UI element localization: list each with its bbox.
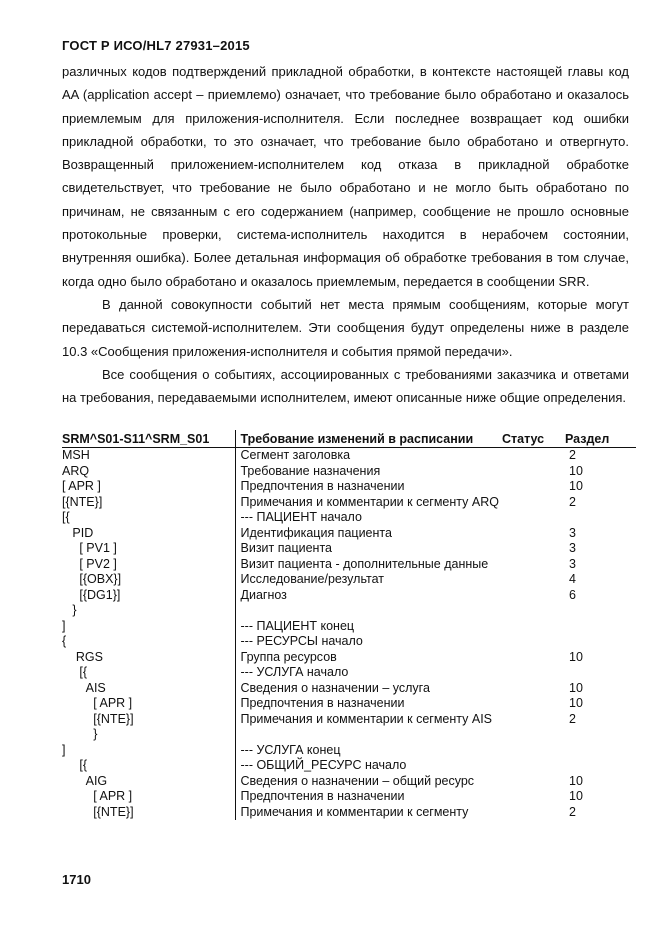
section-cell: 3 (569, 541, 576, 555)
section-cell: 10 (569, 680, 583, 695)
table-row (62, 588, 636, 604)
description-cell: Исследование/результат (235, 572, 502, 588)
description-cell: --- ПАЦИЕНТ конец (235, 619, 502, 635)
description-cell: Группа ресурсов (235, 650, 502, 666)
section-cell (565, 619, 636, 635)
segment-cell: [{NTE}] (62, 711, 134, 726)
status-cell (502, 495, 565, 511)
column-header-description: Требование изменений в расписании (235, 430, 502, 448)
table-row (62, 479, 636, 495)
description-cell: Требование назначения (235, 464, 502, 480)
description-cell: Предпочтения в назначении (235, 696, 502, 712)
section-cell: 10 (569, 789, 583, 803)
section-cell: 3 (569, 556, 576, 571)
table-header-row (62, 430, 636, 448)
description-cell: Предпочтения в назначении (235, 789, 502, 805)
description-cell: Сведения о назначении – услуга (235, 681, 502, 697)
section-cell: 10 (569, 696, 583, 710)
description-cell: --- ПАЦИЕНТ начало (235, 510, 502, 526)
segment-cell: RGS (62, 649, 103, 664)
description-cell: Примечания и комментарии к сегменту (235, 805, 502, 821)
status-cell (502, 541, 565, 557)
message-structure-table (62, 430, 636, 820)
table-row (62, 727, 636, 743)
description-cell: --- РЕСУРСЫ начало (235, 634, 502, 650)
section-cell: 3 (569, 525, 576, 540)
section-cell: 2 (569, 494, 576, 509)
table-row (62, 805, 636, 821)
table-row (62, 557, 636, 573)
status-cell (502, 634, 565, 650)
table-row (62, 619, 636, 635)
status-cell (502, 727, 565, 743)
segment-cell: [{ (62, 665, 88, 679)
section-cell: 4 (569, 572, 576, 586)
table-row (62, 789, 636, 805)
body-text (62, 60, 629, 409)
status-cell (502, 526, 565, 542)
section-cell: 10 (569, 463, 583, 478)
description-cell (235, 727, 502, 743)
description-cell: Сегмент заголовка (235, 448, 502, 464)
segment-cell: [ APR ] (62, 789, 133, 803)
status-cell (502, 464, 565, 480)
column-header-status: Статус (502, 430, 565, 448)
description-cell: Идентификация пациента (235, 526, 502, 542)
segment-cell: [ APR ] (62, 479, 101, 493)
segment-cell: ARQ (62, 463, 90, 478)
description-cell: Предпочтения в назначении (235, 479, 502, 495)
table-row (62, 464, 636, 480)
status-cell (502, 712, 565, 728)
description-cell: Примечания и комментарии к сегменту ARQ (235, 495, 502, 511)
section-cell: 10 (569, 649, 583, 664)
segment-cell: [ PV2 ] (62, 556, 117, 571)
status-cell (502, 696, 565, 712)
segment-cell: AIS (62, 680, 106, 695)
status-cell (502, 557, 565, 573)
table-row (62, 712, 636, 728)
status-cell (502, 789, 565, 805)
document-header: ГОСТ Р ИСО/HL7 27931–2015 (62, 38, 250, 53)
status-cell (502, 774, 565, 790)
section-cell (565, 758, 636, 774)
table-row (62, 495, 636, 511)
table-row (62, 448, 636, 464)
status-cell (502, 603, 565, 619)
column-header-section: Раздел (565, 430, 636, 448)
section-cell: 2 (569, 711, 576, 726)
description-cell: Примечания и комментарии к сегменту AIS (235, 712, 502, 728)
table-row (62, 650, 636, 666)
section-cell (565, 727, 636, 743)
segment-cell: PID (62, 525, 94, 540)
segment-cell: AIG (62, 773, 108, 788)
status-cell (502, 681, 565, 697)
segment-cell: [{OBX}] (62, 572, 122, 586)
description-cell: --- УСЛУГА начало (235, 665, 502, 681)
section-cell: 2 (569, 804, 576, 819)
section-cell: 10 (569, 479, 583, 493)
segment-cell: [{NTE}] (62, 804, 134, 819)
section-cell (565, 510, 636, 526)
status-cell (502, 448, 565, 464)
segment-cell: [{DG1}] (62, 587, 121, 602)
segment-cell: ] (62, 742, 66, 757)
status-cell (502, 650, 565, 666)
segment-cell: [ PV1 ] (62, 541, 117, 555)
table-row (62, 743, 636, 759)
status-cell (502, 743, 565, 759)
table-row (62, 526, 636, 542)
table-row (62, 696, 636, 712)
section-cell: 10 (569, 773, 583, 788)
description-cell: --- УСЛУГА конец (235, 743, 502, 759)
column-header-segment: SRM^S01-S11^SRM_S01 (62, 430, 235, 448)
table-row (62, 572, 636, 588)
page-number: 1710 (62, 872, 91, 887)
segment-cell: [{NTE}] (62, 494, 103, 509)
description-cell: Сведения о назначении – общий ресурс (235, 774, 502, 790)
paragraph: В данной совокупности событий нет места прямым сообщениям, которые могут передаваться системой-исполнителем. Эти сообщения будут определены ниже в разделе 10.3 «Сообщения приложения-исполнителя и события прямой передачи». (62, 296, 629, 359)
section-cell (565, 634, 636, 650)
status-cell (502, 479, 565, 495)
status-cell (502, 758, 565, 774)
segment-cell: } (62, 727, 98, 741)
segment-cell: [{ (62, 510, 70, 524)
section-cell: 6 (569, 587, 576, 602)
segment-cell: } (62, 603, 77, 617)
table-row (62, 634, 636, 650)
description-cell: --- ОБЩИЙ_РЕСУРС начало (235, 758, 502, 774)
section-cell: 2 (569, 448, 576, 462)
description-cell: Визит пациента - дополнительные данные (235, 557, 502, 573)
table-row (62, 510, 636, 526)
segment-cell: { (62, 634, 67, 648)
segment-cell: [ APR ] (62, 696, 133, 710)
table-row (62, 603, 636, 619)
description-cell (235, 603, 502, 619)
section-cell (565, 603, 636, 619)
status-cell (502, 572, 565, 588)
status-cell (502, 805, 565, 821)
status-cell (502, 665, 565, 681)
paragraph: Все сообщения о событиях, ассоциированных с требованиями заказчика и ответами на требования, передаваемыми исполнителем, имеют описанные ниже общие определения. (62, 366, 629, 406)
paragraph: различных кодов подтверждений прикладной обработки, в контексте настоящей главы код AA (application accept – приемлемо) означает, что требование было обработано и оказалось приемлемым для приложения-исполнителя. Если последнее возвращает код ошибки прикладной обработки, то это означает, что требование было обработано и отвергнуто. Возвращенный приложением-исполнителем код отказа в прикладной обработке свидетельствует, что требование не было обработано и не могло быть обработано по причинам, не связанным с его содержанием (например, сообщение не прошло основные протокольные проверки, система-исполнитель находится в нерабочем состоянии, внутренняя ошибка). Более детальная информация об обработке требования в том случае, когда одно было обработано и оказалось приемлемым, передается в сообщении SRR. (62, 64, 629, 289)
segment-cell: ] (62, 618, 66, 633)
table-row (62, 681, 636, 697)
section-cell (565, 743, 636, 759)
table-row (62, 541, 636, 557)
segment-cell: [{ (62, 758, 88, 772)
status-cell (502, 510, 565, 526)
table-row (62, 774, 636, 790)
status-cell (502, 619, 565, 635)
description-cell: Диагноз (235, 588, 502, 604)
table-row (62, 758, 636, 774)
status-cell (502, 588, 565, 604)
section-cell (565, 665, 636, 681)
table-row (62, 665, 636, 681)
segment-cell: MSH (62, 448, 90, 462)
description-cell: Визит пациента (235, 541, 502, 557)
